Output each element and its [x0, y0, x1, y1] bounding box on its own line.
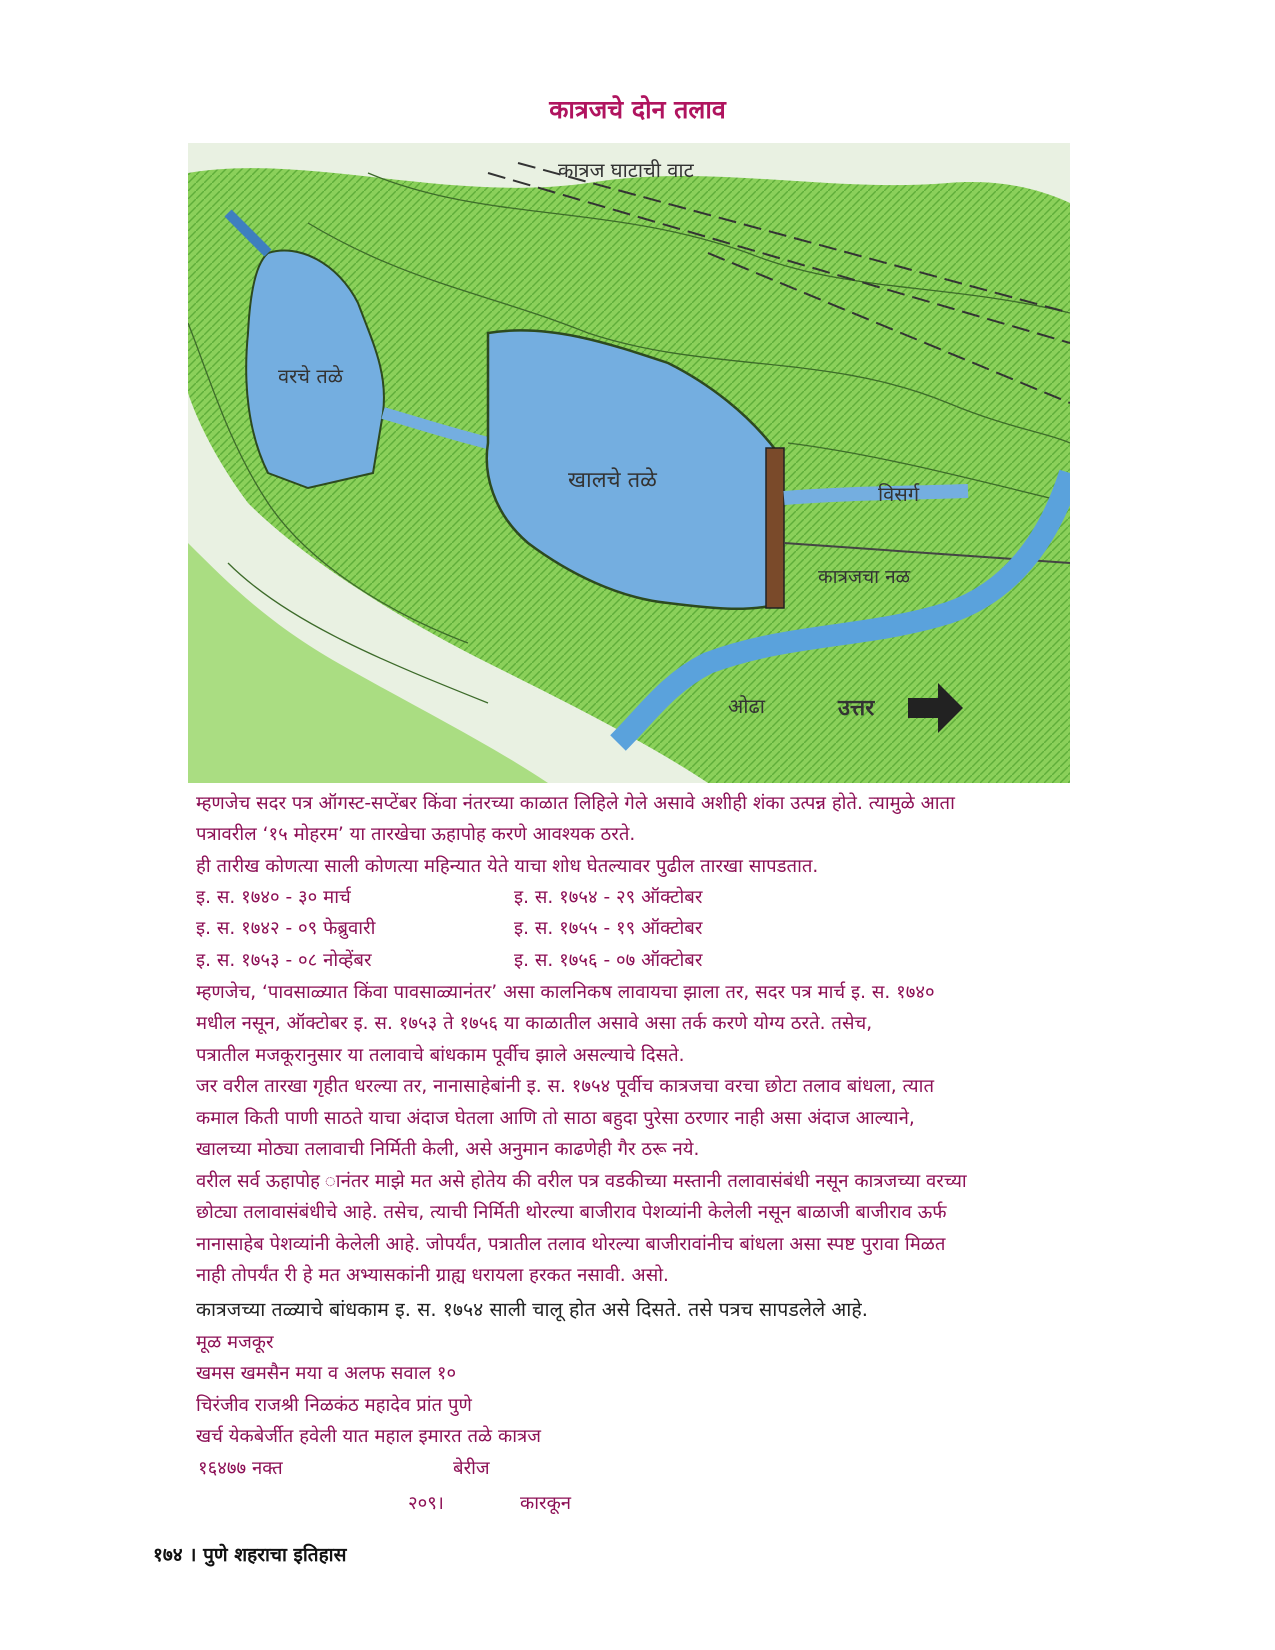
map-label-stream: ओढा: [728, 694, 765, 718]
para5-line: नानासाहेब पेशव्यांनी केलेली आहे. जोपर्यंत, पत्रातील तलाव थोरल्या बाजीरावांनीच बांधला असा स्पष्ट पुरावा मिळत: [196, 1234, 946, 1255]
page-title: कात्रजचे दोन तलाव: [549, 95, 726, 124]
date-right: इ. स. १७५४ - २९ ऑक्टोबर: [514, 887, 703, 908]
para1-line: म्हणजेच सदर पत्र ऑगस्ट-सप्टेंबर किंवा नंतरच्या काळात लिहिले गेले असावे अशीही शंका उत्पन्न होते. त्यामुळे आता: [196, 793, 955, 814]
original-heading: मूळ मजकूर: [196, 1332, 274, 1353]
para5-line: वरील सर्व ऊहापोह ानंतर माझे मत असे होतेय की वरील पत्र वडकीच्या मस्तानी तलावासंबंधी नसून कात्रजच्या वरच्या: [196, 1171, 967, 1192]
date-row: [196, 915, 702, 940]
original-line: खर्च येकबेर्जीत हवेली यात महाल इमारत तळे कात्रज: [196, 1426, 541, 1447]
amount-value: १६४७७ नक्त: [198, 1458, 283, 1479]
amount-label: बेरीज: [453, 1458, 490, 1479]
para4-line: खालच्या मोठ्या तलावाची निर्मिती केली, असे अनुमान काढणेही गैर ठरू नये.: [196, 1139, 700, 1160]
total-value: २०९।: [408, 1493, 444, 1514]
page-footer: १७४ । पुणे शहराचा इतिहास: [153, 1544, 347, 1566]
date-left: इ. स. १७४२ - ०९ फेब्रुवारी: [196, 918, 376, 939]
para2: ही तारीख कोणत्या साली कोणत्या महिन्यात येते याचा शोध घेतल्यावर पुढील तारखा सापडतात.: [196, 856, 819, 877]
para4-line: जर वरील तारखा गृहीत धरल्या तर, नानासाहेबांनी इ. स. १७५४ पूर्वीच कात्रजचा वरचा छोटा तलाव बांधला, त्यात: [196, 1076, 934, 1097]
date-right: इ. स. १७५६ - ०७ ऑक्टोबर: [514, 950, 703, 971]
map-label-upper-lake: वरचे तळे: [278, 364, 343, 388]
date-row: [196, 884, 702, 909]
map-label-north: उत्तर: [838, 696, 875, 721]
para4-line: कमाल किती पाणी साठते याचा अंदाज घेतला आणि तो साठा बहुदा पुरेसा ठरणार नाही असा अंदाज आल्याने,: [196, 1108, 915, 1129]
original-line: चिरंजीव राजश्री निळकंठ महादेव प्रांत पुणे: [196, 1395, 472, 1416]
date-left: इ. स. १७४० - ३० मार्च: [196, 887, 351, 908]
map-label-ghat-road: कात्रज घाटाची वाट: [558, 158, 694, 182]
date-left: इ. स. १७५३ - ०८ नोव्हेंबर: [196, 950, 372, 971]
para5-line: नाही तोपर्यंत री हे मत अभ्यासकांनी ग्राह्य धरायला हरकत नसावी. असो.: [196, 1265, 669, 1286]
clerk-label: कारकून: [520, 1493, 572, 1514]
original-line: खमस खमसैन मया व अलफ सवाल १०: [196, 1363, 457, 1384]
date-row: [196, 947, 702, 972]
para3-line: पत्रातील मजकूरानुसार या तलावाचे बांधकाम पूर्वीच झाले असल्याचे दिसते.: [196, 1045, 685, 1066]
para1-line: पत्रावरील ‘१५ मोहरम’ या तारखेचा ऊहापोह करणे आवश्यक ठरते.: [196, 824, 636, 845]
para5-line: छोट्या तलावासंबंधीचे आहे. तसेच, त्याची निर्मिती थोरल्या बाजीराव पेशव्यांनी केलेली नसून बाळाजी बाजीराव ऊर्फ: [196, 1202, 947, 1223]
original-total: [408, 1490, 571, 1515]
para3-line: म्हणजेच, ‘पावसाळ्यात किंवा पावसाळ्यानंतर’ असा कालनिकष लावायचा झाला तर, सदर पत्र मार्च इ. स. १७४०: [196, 982, 935, 1003]
map-label-outflow: विसर्ग: [878, 482, 920, 506]
original-amount: [196, 1455, 490, 1480]
para3-line: मधील नसून, ऑक्टोबर इ. स. १७५३ ते १७५६ या काळातील असावे असा तर्क करणे योग्य ठरते. तसेच,: [196, 1013, 873, 1034]
date-right: इ. स. १७५५ - १९ ऑक्टोबर: [514, 918, 703, 939]
map-label-conduit: कात्रजचा नळ: [818, 566, 911, 588]
para6: कात्रजच्या तळ्याचे बांधकाम इ. स. १७५४ साली चालू होत असे दिसते. तसे पत्रच सापडलेले आहे.: [196, 1298, 868, 1321]
lakes-map-illustration: [188, 143, 1070, 783]
map-label-lower-lake: खालचे तळे: [568, 468, 657, 493]
